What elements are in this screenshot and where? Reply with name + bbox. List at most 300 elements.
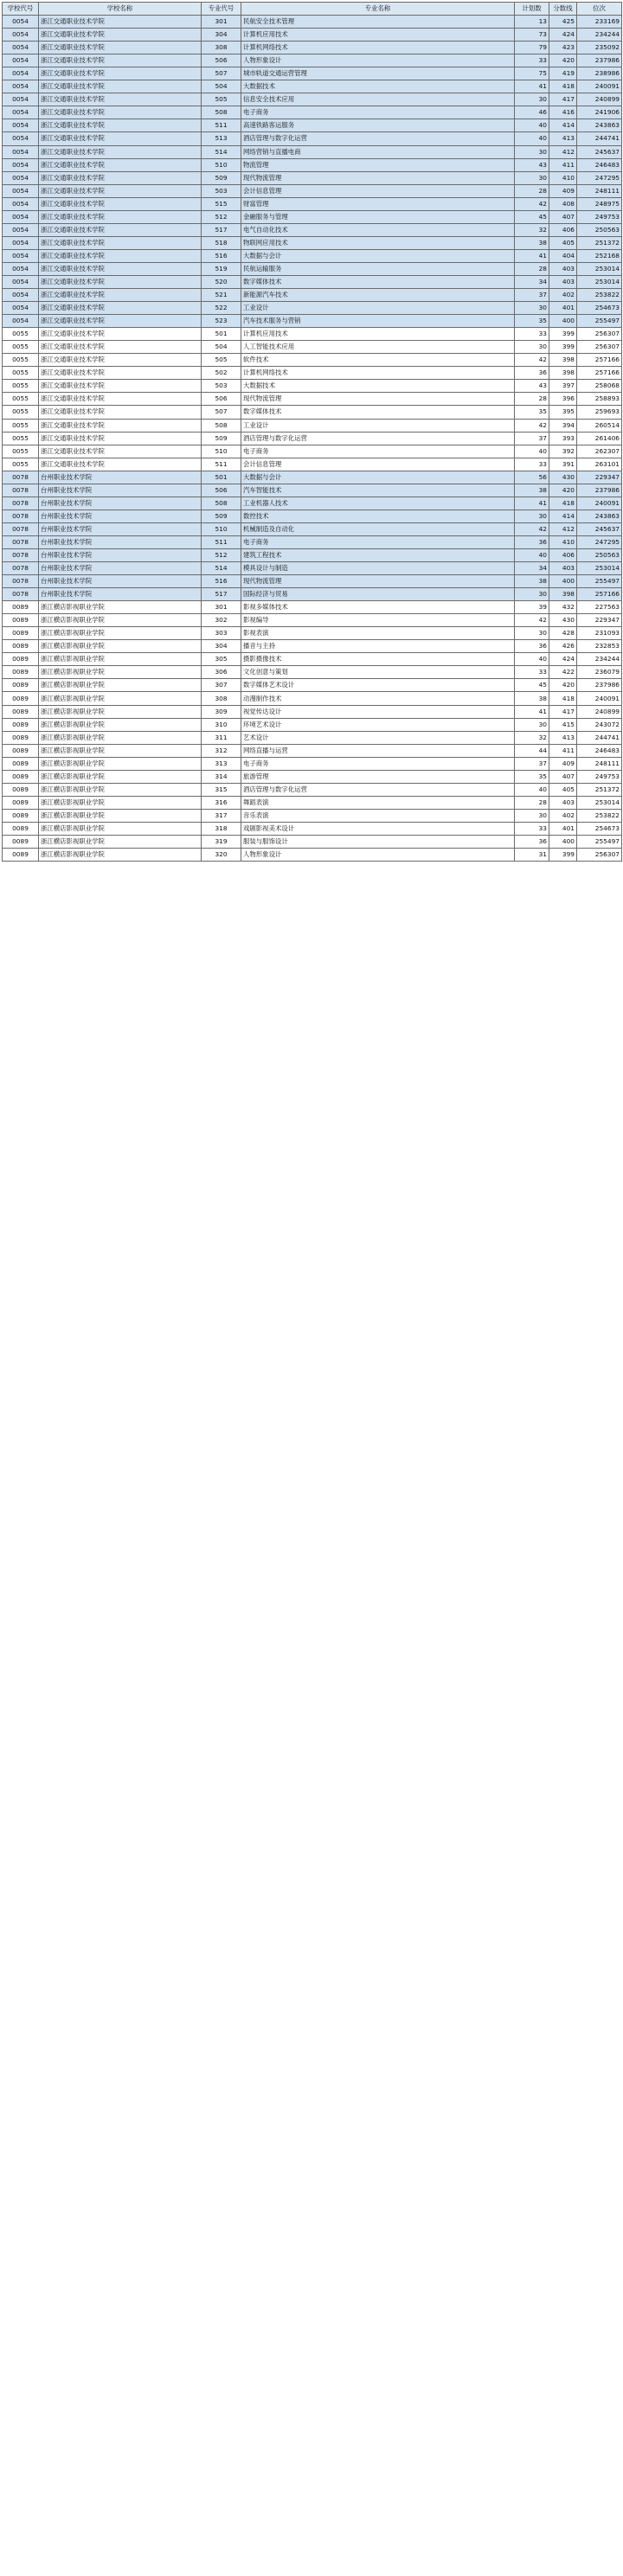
cell-school-name: 浙江横店影视职业学院 xyxy=(39,614,202,627)
cell-school-code: 0055 xyxy=(3,367,39,380)
table-row xyxy=(3,653,622,666)
cell-school-name: 浙江交通职业技术学院 xyxy=(39,184,202,197)
cell-major-name: 计算机网络技术 xyxy=(241,367,515,380)
table-row xyxy=(3,614,622,627)
cell-plan: 40 xyxy=(515,653,549,666)
cell-score: 420 xyxy=(549,484,577,497)
cell-school-name: 浙江交通职业技术学院 xyxy=(39,328,202,341)
cell-school-name: 浙江横店影视职业学院 xyxy=(39,718,202,731)
cell-score: 395 xyxy=(549,406,577,419)
cell-rank: 243863 xyxy=(577,509,622,522)
cell-school-code: 0089 xyxy=(3,757,39,770)
table-row xyxy=(3,783,622,796)
cell-school-name: 浙江交通职业技术学院 xyxy=(39,419,202,432)
cell-major-code: 501 xyxy=(202,328,241,341)
cell-plan: 40 xyxy=(515,119,549,132)
cell-score: 406 xyxy=(549,548,577,561)
cell-major-code: 517 xyxy=(202,588,241,601)
cell-plan: 42 xyxy=(515,419,549,432)
cell-score: 432 xyxy=(549,601,577,614)
cell-major-name: 汽车技术服务与营销 xyxy=(241,315,515,328)
cell-school-code: 0055 xyxy=(3,419,39,432)
cell-major-code: 513 xyxy=(202,132,241,145)
cell-school-code: 0054 xyxy=(3,315,39,328)
table-row xyxy=(3,236,622,249)
cell-major-code: 303 xyxy=(202,627,241,640)
cell-school-name: 浙江交通职业技术学院 xyxy=(39,223,202,236)
cell-school-code: 0054 xyxy=(3,93,39,106)
cell-plan: 36 xyxy=(515,836,549,849)
cell-score: 403 xyxy=(549,796,577,809)
cell-major-name: 计算机网络技术 xyxy=(241,42,515,54)
cell-score: 414 xyxy=(549,119,577,132)
cell-major-code: 301 xyxy=(202,601,241,614)
cell-school-code: 0078 xyxy=(3,522,39,535)
cell-school-name: 浙江横店影视职业学院 xyxy=(39,640,202,653)
cell-plan: 30 xyxy=(515,718,549,731)
cell-rank: 243863 xyxy=(577,119,622,132)
cell-rank: 262307 xyxy=(577,445,622,458)
header-score: 分数线 xyxy=(549,3,577,16)
cell-major-name: 数控技术 xyxy=(241,509,515,522)
cell-plan: 38 xyxy=(515,692,549,705)
cell-rank: 258068 xyxy=(577,380,622,393)
cell-major-code: 509 xyxy=(202,171,241,184)
table-row xyxy=(3,29,622,42)
cell-school-code: 0055 xyxy=(3,328,39,341)
cell-major-name: 服装与服饰设计 xyxy=(241,836,515,849)
table-row xyxy=(3,601,622,614)
cell-score: 414 xyxy=(549,509,577,522)
cell-school-name: 浙江交通职业技术学院 xyxy=(39,29,202,42)
cell-school-name: 浙江横店影视职业学院 xyxy=(39,731,202,744)
cell-plan: 38 xyxy=(515,484,549,497)
cell-score: 393 xyxy=(549,432,577,445)
cell-major-code: 512 xyxy=(202,210,241,223)
cell-rank: 232853 xyxy=(577,640,622,653)
cell-rank: 246483 xyxy=(577,744,622,757)
cell-plan: 30 xyxy=(515,627,549,640)
header-school-code: 学校代号 xyxy=(3,3,39,16)
cell-rank: 249753 xyxy=(577,770,622,783)
cell-major-code: 304 xyxy=(202,29,241,42)
cell-score: 425 xyxy=(549,16,577,29)
cell-school-name: 浙江交通职业技术学院 xyxy=(39,16,202,29)
cell-school-code: 0054 xyxy=(3,184,39,197)
cell-major-code: 517 xyxy=(202,223,241,236)
header-row xyxy=(3,3,622,16)
cell-plan: 32 xyxy=(515,223,549,236)
cell-school-code: 0089 xyxy=(3,640,39,653)
cell-school-code: 0089 xyxy=(3,601,39,614)
cell-score: 399 xyxy=(549,849,577,862)
cell-major-name: 影视表演 xyxy=(241,627,515,640)
cell-plan: 75 xyxy=(515,67,549,80)
table-row xyxy=(3,445,622,458)
cell-score: 420 xyxy=(549,679,577,692)
cell-score: 397 xyxy=(549,380,577,393)
cell-major-name: 汽车智能技术 xyxy=(241,484,515,497)
table-row xyxy=(3,197,622,210)
cell-rank: 245637 xyxy=(577,145,622,158)
cell-school-code: 0089 xyxy=(3,666,39,679)
cell-school-name: 台州职业技术学院 xyxy=(39,509,202,522)
cell-score: 430 xyxy=(549,471,577,484)
cell-major-name: 会计信息管理 xyxy=(241,458,515,471)
table-row xyxy=(3,666,622,679)
table-row xyxy=(3,497,622,509)
cell-school-code: 0078 xyxy=(3,588,39,601)
cell-rank: 240091 xyxy=(577,692,622,705)
cell-major-code: 511 xyxy=(202,119,241,132)
admission-table xyxy=(2,2,622,862)
cell-major-name: 电气自动化技术 xyxy=(241,223,515,236)
cell-major-name: 网络营销与直播电商 xyxy=(241,145,515,158)
cell-school-code: 0055 xyxy=(3,354,39,367)
cell-school-name: 浙江横店影视职业学院 xyxy=(39,783,202,796)
cell-score: 420 xyxy=(549,54,577,67)
table-row xyxy=(3,627,622,640)
cell-rank: 254673 xyxy=(577,302,622,315)
cell-major-name: 文化创意与策划 xyxy=(241,666,515,679)
cell-school-code: 0055 xyxy=(3,406,39,419)
cell-plan: 33 xyxy=(515,822,549,835)
cell-school-code: 0089 xyxy=(3,744,39,757)
cell-score: 399 xyxy=(549,328,577,341)
cell-school-code: 0089 xyxy=(3,705,39,718)
cell-rank: 229347 xyxy=(577,614,622,627)
cell-major-code: 307 xyxy=(202,679,241,692)
cell-school-code: 0089 xyxy=(3,731,39,744)
cell-major-code: 514 xyxy=(202,562,241,575)
cell-rank: 249753 xyxy=(577,210,622,223)
cell-school-name: 浙江横店影视职业学院 xyxy=(39,744,202,757)
cell-school-code: 0055 xyxy=(3,341,39,354)
cell-plan: 34 xyxy=(515,562,549,575)
cell-major-name: 音乐表演 xyxy=(241,809,515,822)
cell-score: 418 xyxy=(549,497,577,509)
cell-major-code: 506 xyxy=(202,484,241,497)
header-rank: 位次 xyxy=(577,3,622,16)
cell-major-code: 501 xyxy=(202,471,241,484)
cell-major-name: 新能源汽车技术 xyxy=(241,289,515,302)
cell-school-code: 0055 xyxy=(3,445,39,458)
cell-school-code: 0089 xyxy=(3,849,39,862)
cell-major-name: 环境艺术设计 xyxy=(241,718,515,731)
cell-score: 412 xyxy=(549,522,577,535)
cell-school-code: 0089 xyxy=(3,770,39,783)
cell-major-code: 516 xyxy=(202,249,241,262)
cell-school-code: 0078 xyxy=(3,562,39,575)
cell-school-name: 浙江交通职业技术学院 xyxy=(39,445,202,458)
table-row xyxy=(3,145,622,158)
cell-school-name: 浙江横店影视职业学院 xyxy=(39,679,202,692)
cell-plan: 35 xyxy=(515,315,549,328)
cell-plan: 30 xyxy=(515,302,549,315)
cell-major-code: 319 xyxy=(202,836,241,849)
cell-school-code: 0089 xyxy=(3,783,39,796)
table-row xyxy=(3,262,622,275)
cell-major-code: 508 xyxy=(202,106,241,119)
cell-plan: 41 xyxy=(515,249,549,262)
cell-score: 410 xyxy=(549,535,577,548)
cell-rank: 227563 xyxy=(577,601,622,614)
cell-school-code: 0054 xyxy=(3,54,39,67)
cell-rank: 248111 xyxy=(577,184,622,197)
table-row xyxy=(3,184,622,197)
table-row xyxy=(3,419,622,432)
table-row xyxy=(3,341,622,354)
cell-school-name: 浙江交通职业技术学院 xyxy=(39,249,202,262)
cell-major-code: 511 xyxy=(202,535,241,548)
cell-major-code: 506 xyxy=(202,393,241,406)
cell-major-code: 316 xyxy=(202,796,241,809)
cell-school-name: 浙江横店影视职业学院 xyxy=(39,653,202,666)
cell-rank: 240899 xyxy=(577,93,622,106)
table-row xyxy=(3,509,622,522)
cell-major-name: 酒店管理与数字化运营 xyxy=(241,432,515,445)
cell-school-code: 0054 xyxy=(3,29,39,42)
cell-score: 428 xyxy=(549,627,577,640)
cell-major-name: 电子商务 xyxy=(241,445,515,458)
cell-score: 413 xyxy=(549,731,577,744)
cell-major-name: 摄影摄像技术 xyxy=(241,653,515,666)
cell-plan: 37 xyxy=(515,757,549,770)
table-row xyxy=(3,432,622,445)
cell-plan: 43 xyxy=(515,158,549,171)
cell-rank: 256307 xyxy=(577,849,622,862)
cell-major-name: 旅游管理 xyxy=(241,770,515,783)
cell-score: 409 xyxy=(549,757,577,770)
table-row xyxy=(3,354,622,367)
table-row xyxy=(3,770,622,783)
cell-plan: 42 xyxy=(515,354,549,367)
cell-school-name: 浙江交通职业技术学院 xyxy=(39,367,202,380)
cell-major-name: 物流管理 xyxy=(241,158,515,171)
cell-major-name: 播音与主持 xyxy=(241,640,515,653)
cell-rank: 235092 xyxy=(577,42,622,54)
cell-rank: 261406 xyxy=(577,432,622,445)
cell-rank: 238986 xyxy=(577,67,622,80)
cell-school-code: 0078 xyxy=(3,535,39,548)
cell-school-name: 浙江横店影视职业学院 xyxy=(39,849,202,862)
cell-major-code: 315 xyxy=(202,783,241,796)
cell-score: 416 xyxy=(549,106,577,119)
cell-plan: 36 xyxy=(515,367,549,380)
cell-school-code: 0054 xyxy=(3,210,39,223)
cell-major-code: 505 xyxy=(202,93,241,106)
cell-plan: 30 xyxy=(515,809,549,822)
cell-major-name: 软件技术 xyxy=(241,354,515,367)
cell-school-name: 浙江横店影视职业学院 xyxy=(39,757,202,770)
table-row xyxy=(3,484,622,497)
cell-school-name: 浙江交通职业技术学院 xyxy=(39,197,202,210)
cell-major-name: 国际经济与贸易 xyxy=(241,588,515,601)
table-row xyxy=(3,849,622,862)
cell-school-code: 0054 xyxy=(3,302,39,315)
table-row xyxy=(3,809,622,822)
cell-plan: 13 xyxy=(515,16,549,29)
table-row xyxy=(3,275,622,288)
cell-rank: 257166 xyxy=(577,354,622,367)
cell-major-code: 523 xyxy=(202,315,241,328)
table-row xyxy=(3,223,622,236)
cell-rank: 253822 xyxy=(577,809,622,822)
cell-score: 410 xyxy=(549,171,577,184)
cell-score: 400 xyxy=(549,315,577,328)
cell-major-code: 519 xyxy=(202,262,241,275)
cell-rank: 236079 xyxy=(577,666,622,679)
cell-score: 402 xyxy=(549,289,577,302)
cell-major-code: 311 xyxy=(202,731,241,744)
cell-school-name: 浙江交通职业技术学院 xyxy=(39,458,202,471)
cell-school-name: 台州职业技术学院 xyxy=(39,548,202,561)
table-row xyxy=(3,522,622,535)
cell-plan: 30 xyxy=(515,588,549,601)
cell-school-code: 0054 xyxy=(3,171,39,184)
cell-plan: 33 xyxy=(515,54,549,67)
cell-plan: 37 xyxy=(515,432,549,445)
cell-major-code: 510 xyxy=(202,522,241,535)
table-row xyxy=(3,93,622,106)
cell-rank: 254673 xyxy=(577,822,622,835)
cell-school-code: 0089 xyxy=(3,679,39,692)
table-row xyxy=(3,458,622,471)
cell-plan: 42 xyxy=(515,197,549,210)
cell-score: 417 xyxy=(549,705,577,718)
cell-score: 401 xyxy=(549,822,577,835)
cell-rank: 234244 xyxy=(577,653,622,666)
table-row xyxy=(3,67,622,80)
cell-major-name: 舞蹈表演 xyxy=(241,796,515,809)
cell-rank: 241906 xyxy=(577,106,622,119)
cell-major-name: 数字媒体艺术设计 xyxy=(241,679,515,692)
cell-major-code: 308 xyxy=(202,42,241,54)
cell-major-code: 510 xyxy=(202,445,241,458)
cell-major-code: 304 xyxy=(202,640,241,653)
cell-score: 403 xyxy=(549,275,577,288)
cell-rank: 255497 xyxy=(577,315,622,328)
cell-rank: 255497 xyxy=(577,836,622,849)
cell-school-name: 浙江横店影视职业学院 xyxy=(39,692,202,705)
cell-major-name: 影视多媒体技术 xyxy=(241,601,515,614)
cell-major-name: 数字媒体技术 xyxy=(241,406,515,419)
table-row xyxy=(3,757,622,770)
table-row xyxy=(3,731,622,744)
cell-plan: 37 xyxy=(515,289,549,302)
cell-major-code: 520 xyxy=(202,275,241,288)
cell-major-name: 建筑工程技术 xyxy=(241,548,515,561)
table-row xyxy=(3,406,622,419)
cell-major-code: 504 xyxy=(202,80,241,93)
cell-rank: 247295 xyxy=(577,171,622,184)
cell-school-name: 浙江交通职业技术学院 xyxy=(39,80,202,93)
cell-rank: 243072 xyxy=(577,718,622,731)
cell-school-name: 浙江交通职业技术学院 xyxy=(39,354,202,367)
cell-school-name: 浙江横店影视职业学院 xyxy=(39,796,202,809)
cell-school-code: 0054 xyxy=(3,67,39,80)
cell-score: 418 xyxy=(549,80,577,93)
cell-school-name: 浙江交通职业技术学院 xyxy=(39,42,202,54)
cell-major-code: 514 xyxy=(202,145,241,158)
cell-school-code: 0078 xyxy=(3,497,39,509)
cell-rank: 246483 xyxy=(577,158,622,171)
table-row xyxy=(3,471,622,484)
cell-school-code: 0089 xyxy=(3,692,39,705)
table-row xyxy=(3,393,622,406)
table-row xyxy=(3,158,622,171)
cell-school-name: 浙江交通职业技术学院 xyxy=(39,210,202,223)
cell-rank: 256307 xyxy=(577,341,622,354)
table-row xyxy=(3,54,622,67)
cell-plan: 31 xyxy=(515,849,549,862)
cell-school-name: 浙江横店影视职业学院 xyxy=(39,627,202,640)
header-plan: 计划数 xyxy=(515,3,549,16)
cell-school-code: 0078 xyxy=(3,484,39,497)
cell-major-code: 310 xyxy=(202,718,241,731)
table-row xyxy=(3,535,622,548)
cell-plan: 40 xyxy=(515,445,549,458)
cell-school-name: 台州职业技术学院 xyxy=(39,588,202,601)
cell-school-name: 台州职业技术学院 xyxy=(39,562,202,575)
cell-score: 413 xyxy=(549,132,577,145)
cell-major-code: 308 xyxy=(202,692,241,705)
cell-school-name: 浙江横店影视职业学院 xyxy=(39,666,202,679)
cell-plan: 41 xyxy=(515,497,549,509)
cell-school-code: 0054 xyxy=(3,132,39,145)
cell-rank: 251372 xyxy=(577,236,622,249)
cell-major-name: 艺术设计 xyxy=(241,731,515,744)
cell-major-name: 机械制造及自动化 xyxy=(241,522,515,535)
cell-school-code: 0078 xyxy=(3,575,39,588)
cell-major-name: 人物形象设计 xyxy=(241,54,515,67)
cell-plan: 33 xyxy=(515,458,549,471)
cell-plan: 30 xyxy=(515,93,549,106)
cell-school-name: 浙江交通职业技术学院 xyxy=(39,132,202,145)
cell-score: 417 xyxy=(549,93,577,106)
cell-score: 402 xyxy=(549,809,577,822)
cell-score: 423 xyxy=(549,42,577,54)
cell-plan: 40 xyxy=(515,132,549,145)
cell-major-code: 507 xyxy=(202,406,241,419)
cell-rank: 256307 xyxy=(577,328,622,341)
cell-school-code: 0054 xyxy=(3,80,39,93)
table-row xyxy=(3,315,622,328)
cell-school-name: 浙江交通职业技术学院 xyxy=(39,302,202,315)
cell-school-code: 0089 xyxy=(3,653,39,666)
cell-plan: 33 xyxy=(515,328,549,341)
cell-score: 406 xyxy=(549,223,577,236)
cell-plan: 44 xyxy=(515,744,549,757)
cell-major-name: 数字媒体技术 xyxy=(241,275,515,288)
cell-school-code: 0054 xyxy=(3,262,39,275)
cell-school-name: 浙江交通职业技术学院 xyxy=(39,289,202,302)
cell-plan: 56 xyxy=(515,471,549,484)
cell-major-code: 516 xyxy=(202,575,241,588)
cell-score: 394 xyxy=(549,419,577,432)
header-major-code: 专业代号 xyxy=(202,3,241,16)
cell-school-name: 台州职业技术学院 xyxy=(39,484,202,497)
cell-major-code: 309 xyxy=(202,705,241,718)
cell-major-code: 518 xyxy=(202,236,241,249)
cell-rank: 253822 xyxy=(577,289,622,302)
cell-major-name: 酒店管理与数字化运营 xyxy=(241,132,515,145)
cell-rank: 252168 xyxy=(577,249,622,262)
cell-school-code: 0089 xyxy=(3,718,39,731)
cell-plan: 30 xyxy=(515,145,549,158)
cell-major-name: 人工智能技术应用 xyxy=(241,341,515,354)
cell-school-code: 0089 xyxy=(3,627,39,640)
